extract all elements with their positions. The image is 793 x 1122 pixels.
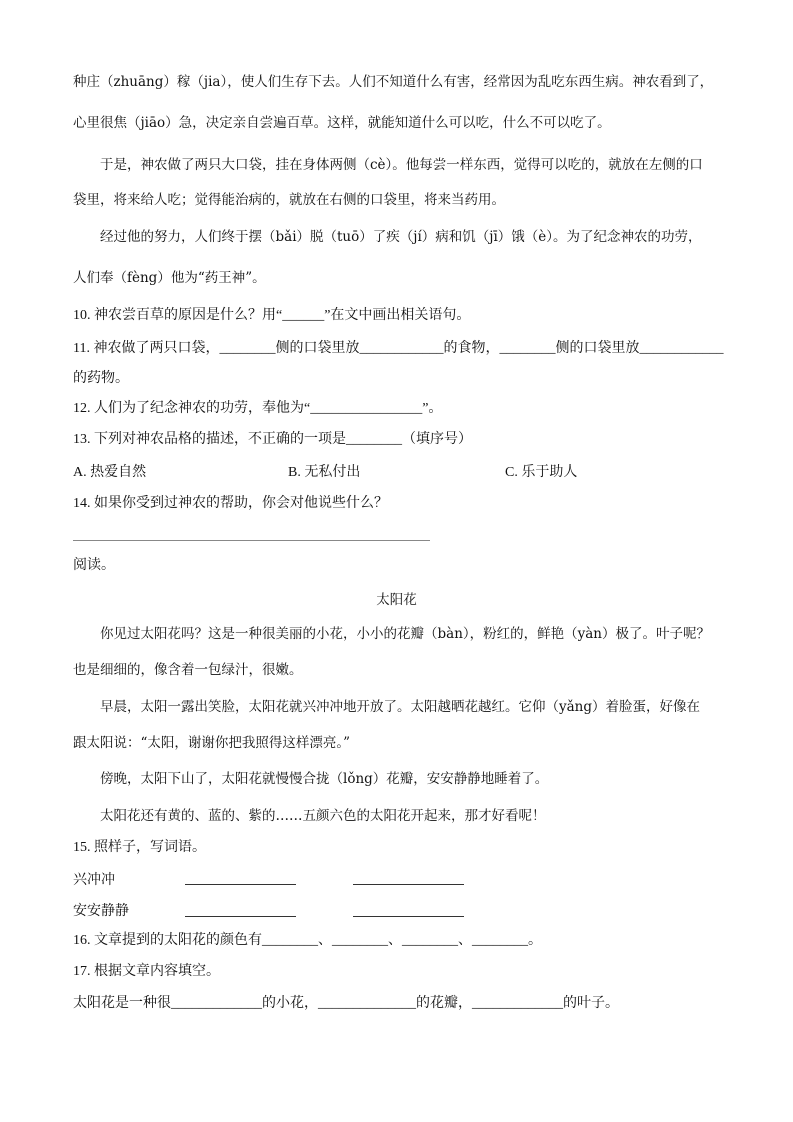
passage2-title: 太阳花: [376, 592, 417, 608]
passage2-p2-line2: 跟太阳说：“太阳，谢谢你把我照得这样漂亮。”: [73, 735, 351, 751]
passage2-p4: 太阳花还有黄的、蓝的、紫的……五颜六色的太阳花开起来，那才好看呢！: [100, 808, 546, 824]
question-13-option-a: A. 热爱自然: [73, 465, 147, 480]
question-17: 17. 根据文章内容填空。: [73, 964, 220, 979]
question-15-blank-2a[interactable]: [185, 900, 296, 917]
question-13-option-c: C. 乐于助人: [505, 465, 578, 480]
passage1-p2-line2: 袋里，将来给人吃；觉得能治病的，就放在右侧的口袋里，将来当药用。: [73, 192, 505, 208]
passage2-p3: 傍晚，太阳下山了，太阳花就慢慢合拢（lǒng）花瓣，安安静静地睡着了。: [100, 771, 549, 787]
question-15-blank-2b[interactable]: [353, 900, 464, 917]
question-10: 10. 神农尝百草的原因是什么？用“______”在文中画出相关语句。: [73, 308, 471, 323]
question-12: 12. 人们为了纪念神农的功劳，奉他为“________________”。: [73, 401, 443, 416]
question-11-line2: 的药物。: [73, 371, 129, 386]
passage1-p2-line1: 于是，神农做了两只大口袋，挂在身体两侧（cè）。他每尝一样东西，觉得可以吃的，就放在左侧的口: [100, 157, 703, 173]
passage1-p1-line1: 种庄（zhuāng）稼（jia），使人们生存下去。人们不知道什么有害，经常因为乱吃东西生病。神农看到了，: [73, 74, 714, 90]
question-16: 16. 文章提到的太阳花的颜色有________、________、________、________。: [73, 933, 542, 948]
passage1-p1-line2: 心里很焦（jiāo）急，决定亲自尝遍百草。这样，就能知道什么可以吃，什么不可以吃了。: [73, 115, 611, 131]
question-13-option-b: B. 无私付出: [288, 465, 361, 480]
question-17-fill: 太阳花是一种很_____________的小花，______________的花瓣，_____________的叶子。: [73, 996, 619, 1011]
passage2-p1-line2: 也是细细的，像含着一包绿汁，很嫩。: [73, 662, 303, 678]
question-15-blank-1a[interactable]: [185, 868, 296, 885]
passage1-p3-line1: 经过他的努力，人们终于摆（bǎi）脱（tuō）了疾（jí）病和饥（jī）饿（è）。为了纪念神农的功劳，: [100, 229, 702, 245]
question-13: 13. 下列对神农品格的描述，不正确的一项是________（填序号）: [73, 432, 472, 447]
passage2-p2-line1: 早晨，太阳一露出笑脸，太阳花就兴冲冲地开放了。太阳越晒花越红。它仰（yǎng）着脸蛋，好像在: [100, 699, 701, 715]
passage2-p1-line1: 你见过太阳花吗？这是一种很美丽的小花，小小的花瓣（bàn），粉红的，鲜艳（yàn）极了。叶子呢？: [100, 626, 711, 642]
question-15-blank-1b[interactable]: [353, 868, 464, 885]
question-14: 14. 如果你受到过神农的帮助，你会对他说些什么？: [73, 496, 388, 511]
reading-label: 阅读。: [73, 558, 115, 573]
question-15: 15. 照样子，写词语。: [73, 840, 206, 855]
passage1-p3-line2: 人们奉（fèng）他为“药王神”。: [73, 270, 266, 286]
question-14-answer-line: [73, 540, 430, 541]
question-15-example-1: 兴冲冲: [73, 873, 115, 888]
question-11-line1: 11. 神农做了两只口袋，________侧的口袋里放____________的食物，________侧的口袋里放____________: [73, 341, 724, 356]
question-15-example-2: 安安静静: [73, 904, 129, 919]
